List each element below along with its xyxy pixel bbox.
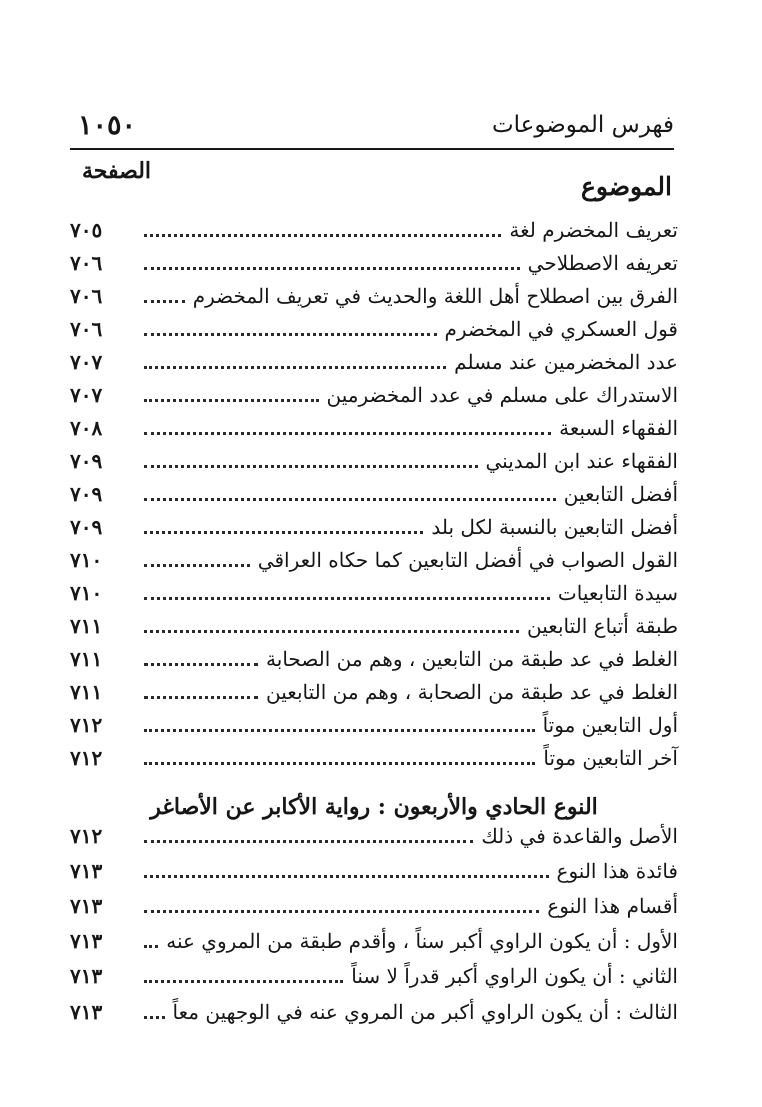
toc-entry[interactable]: [70, 742, 678, 774]
toc-entry-page: ٧٠٩: [70, 449, 103, 473]
dot-leader: [144, 846, 549, 878]
section-heading: النوع الحادي والأربعون : رواية الأكابر عن الأصاغر: [150, 794, 598, 820]
toc-entry-page: ٧١٣: [70, 1000, 103, 1024]
toc-entry-title: الغلط في عد طبقة من الصحابة ، وهم من التابعين: [266, 680, 678, 704]
toc-entry-title: طبقة أتباع التابعين: [527, 614, 678, 638]
toc-entry-page: ٧١١: [70, 614, 103, 638]
toc-entry-page: ٧٠٦: [70, 317, 103, 341]
toc-entry-page: ٧٠٧: [70, 350, 103, 374]
toc-entry-title: الثالث : أن يكون الراوي أكبر من المروي عنه في الوجهين معاً: [172, 1000, 678, 1024]
toc-entry-title: آخر التابعين موتاً: [543, 746, 678, 770]
toc-entry-title: الفرق بين اصطلاح أهل اللغة والحديث في تعريف المخضرم: [192, 284, 678, 308]
dot-leader: [144, 535, 250, 567]
toc-entry-page: ٧١٣: [70, 929, 103, 953]
toc-entry-title: الاستدراك على مسلم في عدد المخضرمين: [326, 383, 678, 407]
dot-leader: [144, 601, 519, 633]
toc-entry[interactable]: [70, 890, 678, 922]
dot-leader: [144, 881, 539, 913]
dot-leader: [144, 634, 258, 666]
dot-leader: [144, 951, 343, 983]
toc-entry-page: ٧١٣: [70, 859, 103, 883]
toc-entry-title: الأصل والقاعدة في ذلك: [481, 824, 678, 848]
toc-entry-page: ٧١٣: [70, 894, 103, 918]
toc-entry-page: ٧٠٩: [70, 515, 103, 539]
page-number: ١٠٥٠: [78, 110, 137, 141]
toc-entry-title: الغلط في عد طبقة من التابعين ، وهم من الصحابة: [266, 647, 678, 671]
toc-entry[interactable]: [70, 996, 678, 1028]
dot-leader: [144, 568, 550, 600]
toc-entry-page: ٧٠٥: [70, 218, 103, 242]
toc-entry-page: ٧١٠: [70, 548, 103, 572]
toc-entry-page: ٧٠٩: [70, 482, 103, 506]
toc-entry-title: الأول : أن يكون الراوي أكبر سناً ، وأقدم طبقة من المروي عنه: [166, 929, 678, 953]
dot-leader: [144, 403, 551, 435]
toc-entry-title: سيدة التابعيات: [557, 581, 678, 605]
dot-leader: [144, 304, 437, 336]
dot-leader: [144, 667, 258, 699]
header-rule: [70, 148, 674, 150]
toc-entry-page: ٧١١: [70, 680, 103, 704]
running-title: فهرس الموضوعات: [491, 112, 674, 138]
page-header: [78, 108, 674, 144]
dot-leader: [144, 238, 520, 270]
toc-entry-page: ٧٠٦: [70, 251, 103, 275]
toc-entry-page: ٧١٢: [70, 713, 103, 737]
toc-entry-page: ٧٠٨: [70, 416, 103, 440]
dot-leader: [144, 987, 165, 1019]
toc-entry-title: فائدة هذا النوع: [556, 859, 678, 883]
toc-entry-page: ٧٠٦: [70, 284, 103, 308]
toc-entry-title: الفقهاء عند ابن المديني: [485, 449, 678, 473]
dot-leader: [144, 271, 185, 303]
toc-entry-title: تعريف المخضرم لغة: [509, 218, 678, 242]
topic-column-label: الموضوع: [581, 172, 672, 201]
toc-entry-title: عدد المخضرمين عند مسلم: [454, 350, 678, 374]
toc-entry-title: قول العسكري في المخضرم: [444, 317, 678, 341]
toc-entry-title: الفقهاء السبعة: [559, 416, 678, 440]
toc-entry-title: أفضل التابعين: [563, 482, 678, 506]
toc-entry-title: تعريفه الاصطلاحي: [527, 251, 678, 275]
dot-leader: [144, 916, 158, 948]
page-column-label: الصفحة: [82, 158, 152, 184]
toc-entry-title: القول الصواب في أفضل التابعين كما حكاه العراقي: [257, 548, 678, 572]
dot-leader: [144, 700, 535, 732]
toc-entry-title: أول التابعين موتاً: [542, 713, 678, 737]
dot-leader: [144, 337, 446, 369]
dot-leader: [144, 502, 423, 534]
dot-leader: [144, 205, 501, 237]
toc-entry-title: الثاني : أن يكون الراوي أكبر قدراً لا سناً: [351, 964, 678, 988]
dot-leader: [144, 370, 319, 402]
toc-entry-page: ٧١٠: [70, 581, 103, 605]
dot-leader: [144, 733, 535, 765]
toc-entry-page: ٧١٣: [70, 964, 103, 988]
toc-entry-title: أفضل التابعين بالنسبة لكل بلد: [431, 515, 678, 539]
toc-entry-page: ٧١٢: [70, 746, 103, 770]
dot-leader: [144, 469, 556, 501]
toc-entry-title: أقسام هذا النوع: [547, 894, 678, 918]
toc-entry-page: ٧٠٧: [70, 383, 103, 407]
toc-entry-page: ٧١٢: [70, 824, 103, 848]
dot-leader: [144, 436, 478, 468]
toc-entry-page: ٧١١: [70, 647, 103, 671]
